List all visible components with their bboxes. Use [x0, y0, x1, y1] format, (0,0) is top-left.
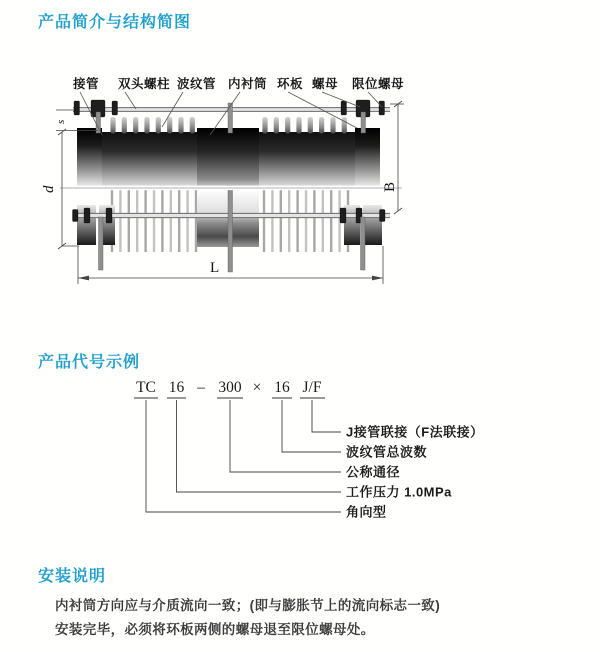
section-heading-install: 安装说明: [38, 568, 107, 585]
section-heading-intro: 产品简介与结构简图: [38, 14, 192, 31]
part-label-nut: 螺母: [312, 77, 339, 91]
code-token-waves: 16: [274, 379, 290, 396]
product-code-example-diagram: [0, 375, 600, 535]
code-token-connection: J/F: [302, 379, 322, 396]
callout-nominal-diameter: 公称通径: [346, 464, 401, 480]
dimension-B: [382, 101, 404, 214]
code-token-type: TC: [136, 379, 156, 396]
part-labels: [72, 76, 404, 91]
code-tokens: [136, 379, 322, 396]
inner-liner-upper-band: [197, 128, 259, 188]
part-label-jieguan: 接管: [73, 77, 100, 91]
installation-instructions: [55, 594, 440, 642]
code-token-times: ×: [252, 379, 262, 396]
right-pipe-collar: [355, 128, 380, 188]
callout-wave-count: 波纹管总波数: [346, 444, 428, 460]
code-token-diameter: 300: [218, 379, 242, 396]
part-label-bellows: 波纹管: [177, 77, 217, 91]
dim-label-B: B: [382, 181, 398, 192]
dim-label-d: d: [41, 185, 57, 193]
dim-label-L: L: [210, 260, 220, 276]
code-token-dash: –: [197, 379, 205, 396]
install-line-2: 安装完毕，必须将环板两侧的螺母退至限位螺母处。: [55, 622, 375, 637]
part-label-limitnut: 限位螺母: [352, 77, 405, 91]
callout-connection: J接管联接（F法联接）: [346, 424, 484, 440]
code-callout-labels: [346, 425, 484, 520]
expansion-joint-structure-diagram: [0, 60, 600, 305]
install-line-1: 内衬筒方向应与介质流向一致；(即与膨胀节上的流向标志一致): [55, 598, 441, 613]
section-heading-code: 产品代号示例: [38, 354, 141, 371]
callout-angular-type: 角向型: [346, 504, 387, 520]
lower-studs: [99, 190, 366, 272]
dim-label-s: s: [55, 119, 67, 124]
code-token-pressure: 16: [168, 379, 185, 396]
callout-working-pressure: 工作压力 1.0MPa: [346, 484, 452, 500]
part-label-ringplate: 环板: [277, 77, 304, 91]
left-pipe-collar: [77, 128, 102, 188]
part-label-stud: 双头螺柱: [118, 77, 171, 91]
code-callout-lines: [146, 400, 341, 512]
part-label-liner: 内衬筒: [228, 77, 268, 91]
